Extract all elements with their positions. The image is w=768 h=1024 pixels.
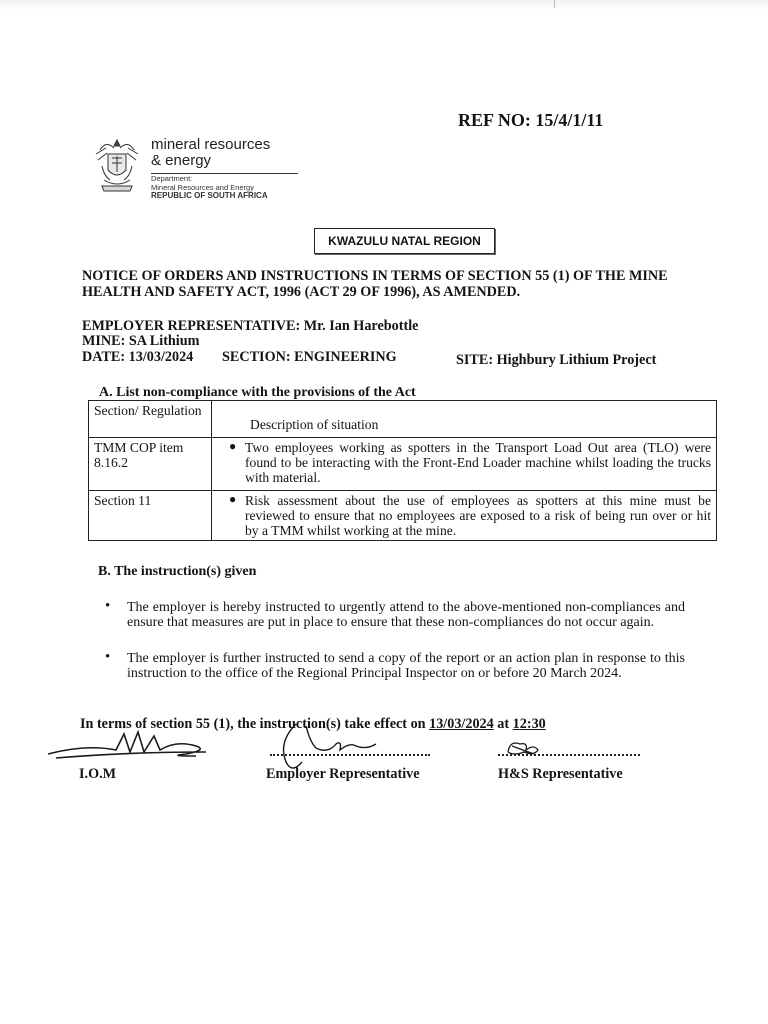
employer-signature-line: [270, 752, 430, 756]
non-compliance-table: [88, 400, 717, 541]
description-text: Two employees working as spotters in the Transport Load Out area (TLO) were found to be interacting with the Front-End Loader machine whilst loading the trucks with material.: [245, 440, 711, 485]
description-text: Risk assessment about the use of employees as spotters at this mine must be reviewed to ensure that no employees are exposed to a risk of being run over or hit by a TMM whilst working at the mine.: [245, 493, 711, 538]
employer-representative-label: Employer Representative: [266, 766, 420, 782]
instruction-text: The employer is hereby instructed to urgently attend to the above-mentioned non-compliances and ensure that measures are put in place to ensure that these non-compliances do not occur again.: [127, 600, 685, 630]
table-cell-section: TMM COP item 8.16.2: [89, 438, 212, 491]
date-line: DATE: 13/03/2024: [82, 349, 194, 365]
department-name-line1: mineral resources: [151, 136, 271, 153]
instruction-item: [105, 598, 685, 630]
department-full-name: Mineral Resources and Energy: [151, 182, 254, 192]
section-b-heading: B. The instruction(s) given: [98, 564, 257, 579]
effect-prefix: In terms of section 55 (1), the instruction(s) take effect on: [80, 716, 430, 732]
table-cell-description: [212, 491, 717, 541]
scan-edge: [0, 0, 768, 10]
table-header-description: Description of situation: [212, 401, 717, 438]
effect-date: 13/03/2024: [429, 716, 494, 732]
department-label: Department:: [151, 174, 193, 183]
section-line: SECTION: ENGINEERING: [222, 349, 397, 365]
department-name-line2: & energy: [151, 152, 212, 169]
effect-at: at: [493, 716, 513, 732]
site-line: SITE: Highbury Lithium Project: [456, 352, 657, 368]
iom-label: I.O.M: [79, 766, 117, 782]
bullet-icon: •: [105, 598, 111, 614]
bullet-icon: ●: [229, 439, 237, 453]
instruction-item: [105, 649, 685, 681]
bullet-icon: ●: [229, 492, 237, 506]
table-header-section: Section/ Regulation: [89, 401, 212, 438]
department-subtitle: [151, 175, 268, 201]
table-row: [89, 491, 717, 541]
iom-signature-icon: [46, 726, 216, 766]
employer-representative: EMPLOYER REPRESENTATIVE: Mr. Ian Harebottle: [82, 318, 419, 334]
ref-number: REF NO: 15/4/1/11: [458, 110, 604, 130]
table-cell-section: Section 11: [89, 491, 212, 541]
department-name: [151, 137, 270, 169]
coat-of-arms-icon: [92, 136, 142, 198]
notice-title: NOTICE OF ORDERS AND INSTRUCTIONS IN TERMS OF SECTION 55 (1) OF THE MINE HEALTH AND SAFETY ACT, 1996 (ACT 29 OF 1996), AS AMENDED.: [82, 268, 668, 300]
instruction-text: The employer is further instructed to send a copy of the report or an action plan in response to this instruction to the office of the Regional Principal Inspector on or before 20 March 2024.: [127, 651, 685, 681]
table-header-row: [89, 401, 717, 438]
hs-representative-label: H&S Representative: [498, 766, 623, 782]
country-name: REPUBLIC OF SOUTH AFRICA: [151, 191, 268, 200]
table-cell-description: [212, 438, 717, 491]
scan-mark: [554, 0, 555, 8]
region-box: KWAZULU NATAL REGION: [314, 228, 495, 254]
effect-time: 12:30: [512, 716, 546, 732]
mine-name: MINE: SA Lithium: [82, 333, 200, 349]
bullet-icon: •: [105, 649, 111, 665]
section-a-heading: A. List non-compliance with the provisions of the Act: [99, 385, 416, 400]
hs-signature-line: [498, 752, 640, 756]
table-row: [89, 438, 717, 491]
